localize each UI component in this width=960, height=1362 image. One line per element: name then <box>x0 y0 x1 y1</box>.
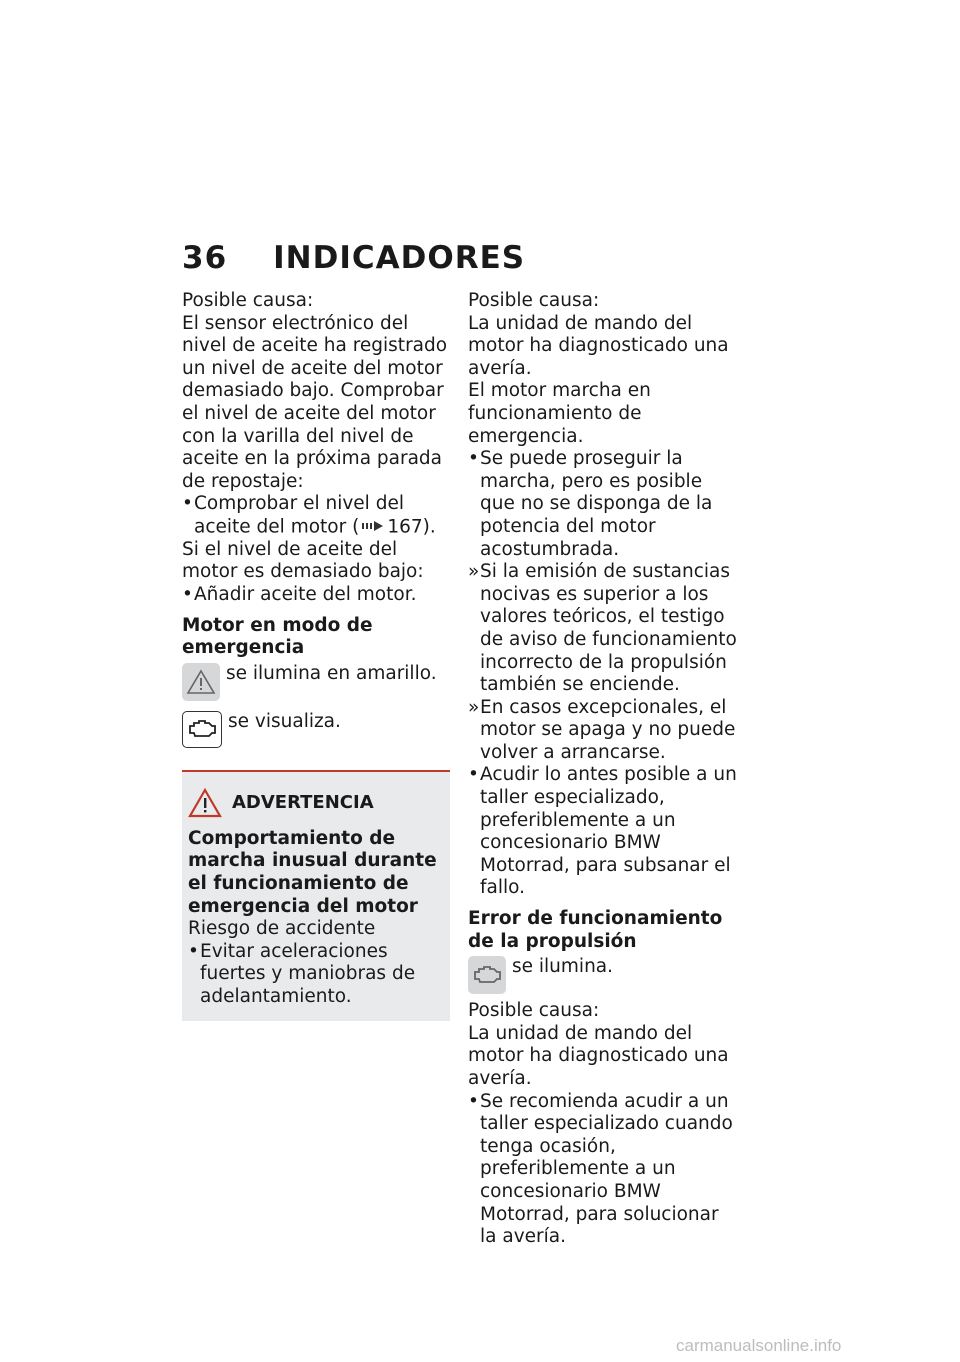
icon1-text: se ilumina en amarillo. <box>226 662 437 684</box>
bullet-text: Si la emisión de sustancias nocivas es superior a los valores teóricos, el testigo de aviso de funcionamiento incorrecto de la propulsión también se enciende. <box>480 561 737 696</box>
bullet-dot: • <box>468 1090 479 1112</box>
cause-text: El sensor electrónico del nivel de aceite ha registrado un nivel de aceite del motor demasiado bajo. Comprobar el nivel de aceite del motor con la varilla del nivel de aceite en la próxima parada de repostaje: <box>182 312 448 492</box>
icon-row-engine <box>182 711 450 748</box>
bullet-text: Añadir aceite del motor. <box>194 584 417 606</box>
cause-text-2: La unidad de mando del motor ha diagnosticado una avería. <box>468 1022 729 1089</box>
warning-label: ADVERTENCIA <box>232 791 374 813</box>
bullet-text: Acudir lo antes posible a un taller especializado, preferiblemente a un concesionario BMW Motorrad, para subsanar el fallo. <box>480 764 737 899</box>
cause-label-2: Posible causa: <box>468 1000 600 1022</box>
bullet-text: En casos excepcionales, el motor se apaga y no puede volver a arrancarse. <box>480 696 736 763</box>
left-column <box>182 290 450 1021</box>
cause-text: La unidad de mando del motor ha diagnosticado una avería. <box>468 312 729 379</box>
bullet-text: Comprobar el nivel del aceite del motor ( <box>194 493 404 538</box>
bullet-text: Evitar aceleraciones fuertes y maniobras de adelantamiento. <box>200 940 416 1007</box>
cause-label: Posible causa: <box>182 290 314 311</box>
page-title: INDICADORES <box>273 240 526 276</box>
cause-label: Posible causa: <box>468 290 600 311</box>
icon-text: se ilumina. <box>512 956 614 978</box>
footer-watermark: carmanualsonline.info <box>676 1336 842 1355</box>
warning-header <box>188 788 442 818</box>
bullet-dot: • <box>182 493 193 515</box>
list-item <box>182 584 450 607</box>
page-reference[interactable]: 167). <box>387 516 436 538</box>
icon-row-engine-light <box>468 956 740 994</box>
result-arrow: » <box>468 561 480 583</box>
result-arrow: » <box>468 696 480 718</box>
engine-check-symbol-icon <box>182 711 222 748</box>
warning-box <box>182 770 450 1021</box>
bullet-dot: • <box>182 584 193 606</box>
list-item <box>188 941 442 1009</box>
page-header <box>182 240 525 276</box>
right-column <box>468 290 740 1249</box>
bullet-dot: • <box>468 448 479 470</box>
page-number: 36 <box>182 240 228 276</box>
warning-triangle-icon <box>188 788 222 818</box>
bullet-dot: • <box>468 764 479 786</box>
emergency-text: El motor marcha en funcionamiento de emergencia. <box>468 380 651 447</box>
engine-malfunction-light-icon <box>468 956 506 994</box>
page-reference-arrow-icon <box>362 516 384 539</box>
bullet-text: Se recomienda acudir a un taller especializado cuando tenga ocasión, preferiblemente a un concesionario BMW Motorrad, para solucionar la avería. <box>480 1090 733 1248</box>
section-heading-propulsion-error: Error de funcionamiento de la propulsión <box>468 908 723 952</box>
general-warning-light-icon <box>182 663 220 701</box>
warning-risk: Riesgo de accidente <box>188 918 376 940</box>
section-heading-emergency: Motor en modo de emergencia <box>182 614 373 659</box>
list-item <box>468 1091 740 1249</box>
list-item <box>468 697 740 765</box>
icon-row-general-warning <box>182 663 450 701</box>
bullet-text: Se puede proseguir la marcha, pero es posible que no se disponga de la potencia del motor acostumbrada. <box>480 448 713 560</box>
bullet-dot: • <box>188 940 199 962</box>
list-item <box>182 493 450 538</box>
warning-heading: Comportamiento de marcha inusual durante el funcionamiento de emergencia del motor <box>188 827 437 917</box>
list-item <box>468 448 740 561</box>
icon2-text: se visualiza. <box>228 710 341 732</box>
low-oil-text: Si el nivel de aceite del motor es demasiado bajo: <box>182 538 424 583</box>
list-item <box>468 764 740 900</box>
list-item <box>468 561 740 697</box>
